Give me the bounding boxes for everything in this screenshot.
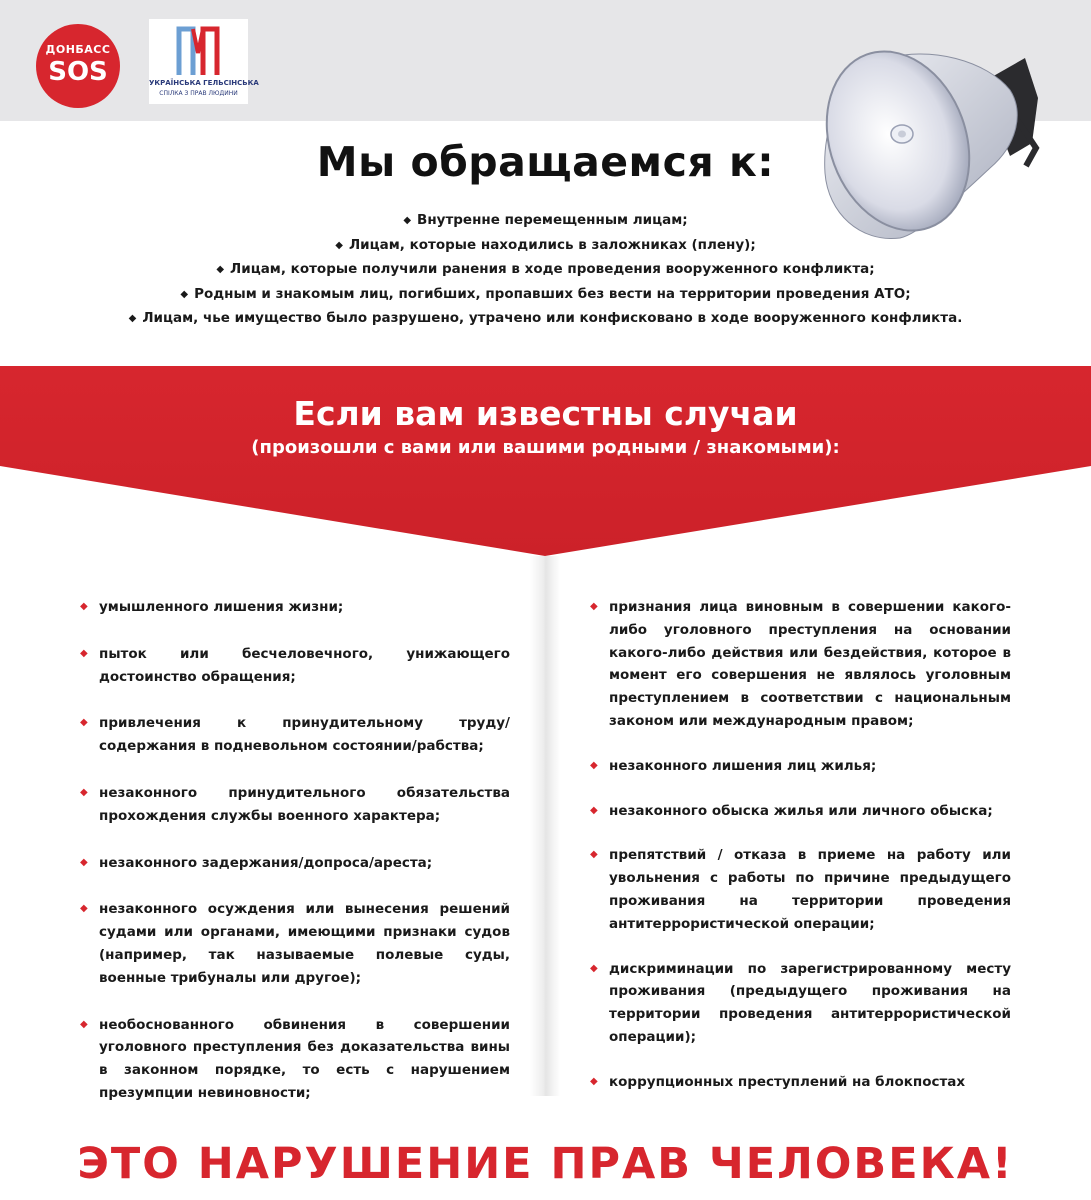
- list-item: ◆ незаконного осуждения или вынесения решений судами или органами, имеющими признаки судов (например, так называемые полевые суды, военные трибуналы или другое);: [80, 898, 510, 989]
- diamond-bullet-icon: ◆: [335, 239, 343, 251]
- left-case-list: [80, 596, 510, 1129]
- sos-logo-text: SOS: [48, 57, 108, 87]
- list-item: ◆ незаконного обыска жилья или личного обыска;: [590, 800, 1011, 823]
- diamond-bullet-icon: ◆: [80, 856, 88, 868]
- list-item: ◆ пыток или бесчеловечного, унижающего достоинство обращения;: [80, 643, 510, 689]
- list-item: ◆ незаконного принудительного обязательства прохождения службы военного характера;: [80, 782, 510, 828]
- helsinki-logo-title: УКРАЇНСЬКА ГЕЛЬСІНСЬКА: [149, 79, 259, 87]
- right-case-list: [590, 596, 1011, 1116]
- appeal-title: Мы обращаемся к:: [316, 138, 775, 186]
- diamond-bullet-icon: ◆: [590, 804, 598, 816]
- list-item: ◆ незаконного задержания/допроса/ареста;: [80, 852, 510, 875]
- helsinki-logo-subtitle: СПІЛКА З ПРАВ ЛЮДИНИ: [159, 90, 238, 97]
- diamond-bullet-icon: ◆: [80, 647, 88, 659]
- diamond-bullet-icon: ◆: [216, 264, 225, 275]
- list-item: ◆ признания лица виновным в совершении какого-либо уголовного преступления на основании какого-либо действия или бездействия, которое в момент его совершения не являлось уголовным преступлением в соответствии с национальным законом или международным правом;: [590, 596, 1011, 733]
- page-fold-divider: [530, 556, 560, 1096]
- list-item: ◆ привлечения к принудительному труду/содержания в подневольном состоянии/рабства;: [80, 712, 510, 758]
- list-item: ◆ Внутренне перемещенным лицам;: [403, 212, 688, 228]
- diamond-bullet-icon: ◆: [180, 288, 189, 300]
- diamond-bullet-icon: ◆: [590, 759, 598, 771]
- diamond-bullet-icon: ◆: [80, 903, 88, 915]
- list-item: ◆ Лицам, чье имущество было разрушено, утрачено или конфисковано в ходе вооруженного конфликта.: [128, 310, 963, 326]
- diamond-bullet-icon: ◆: [590, 1075, 598, 1087]
- list-item: ◆ незаконного лишения лиц жилья;: [590, 755, 1011, 778]
- list-item: ◆ коррупционных преступлений на блокпостах: [590, 1071, 1011, 1094]
- list-item: ◆ Лицам, которые находились в заложниках (плену);: [335, 236, 756, 253]
- list-item: ◆ Родным и знакомым лиц, погибших, пропавших без вести на территории проведения АТО;: [180, 285, 911, 302]
- diamond-bullet-icon: ◆: [80, 601, 88, 612]
- helsinki-union-logo: [149, 19, 259, 104]
- donbass-logo-text: ДОНБАСС: [45, 43, 111, 56]
- cases-title: Если вам известны случаи: [293, 394, 798, 433]
- donbass-sos-logo: [36, 24, 120, 108]
- list-item: ◆ Лицам, которые получили ранения в ходе проведения вооруженного конфликта;: [216, 261, 875, 277]
- list-item: ◆ препятствий / отказа в приеме на работу или увольнения с работы по причине предыдущего проживания на территории проведения антитеррористической операции;: [590, 844, 1011, 935]
- diamond-bullet-icon: ◆: [80, 717, 88, 729]
- diamond-bullet-icon: ◆: [403, 215, 412, 226]
- appeal-list: [0, 209, 1091, 332]
- list-item: ◆ дискриминации по зарегистрированному месту проживания (предыдущего проживания на территории проведения антитеррористической операции);: [590, 958, 1011, 1049]
- list-item: ◆ необоснованного обвинения в совершении уголовного преступления без доказательства вины в законном порядке, то есть с нарушением презумпции невиновности;: [80, 1014, 510, 1105]
- footer-slogan: ЭТО НАРУШЕНИЕ ПРАВ ЧЕЛОВЕКА!: [77, 1139, 1014, 1189]
- diamond-bullet-icon: ◆: [590, 962, 598, 974]
- helsinki-emblem-icon: [173, 23, 223, 77]
- diamond-bullet-icon: ◆: [80, 786, 88, 798]
- diamond-bullet-icon: ◆: [590, 849, 598, 861]
- cases-subtitle: (произошли с вами или вашими родными / знакомыми):: [251, 437, 840, 458]
- list-item: ◆ умышленного лишения жизни;: [80, 596, 510, 619]
- diamond-bullet-icon: ◆: [80, 1018, 88, 1030]
- diamond-bullet-icon: ◆: [128, 313, 137, 324]
- diamond-bullet-icon: ◆: [590, 601, 598, 612]
